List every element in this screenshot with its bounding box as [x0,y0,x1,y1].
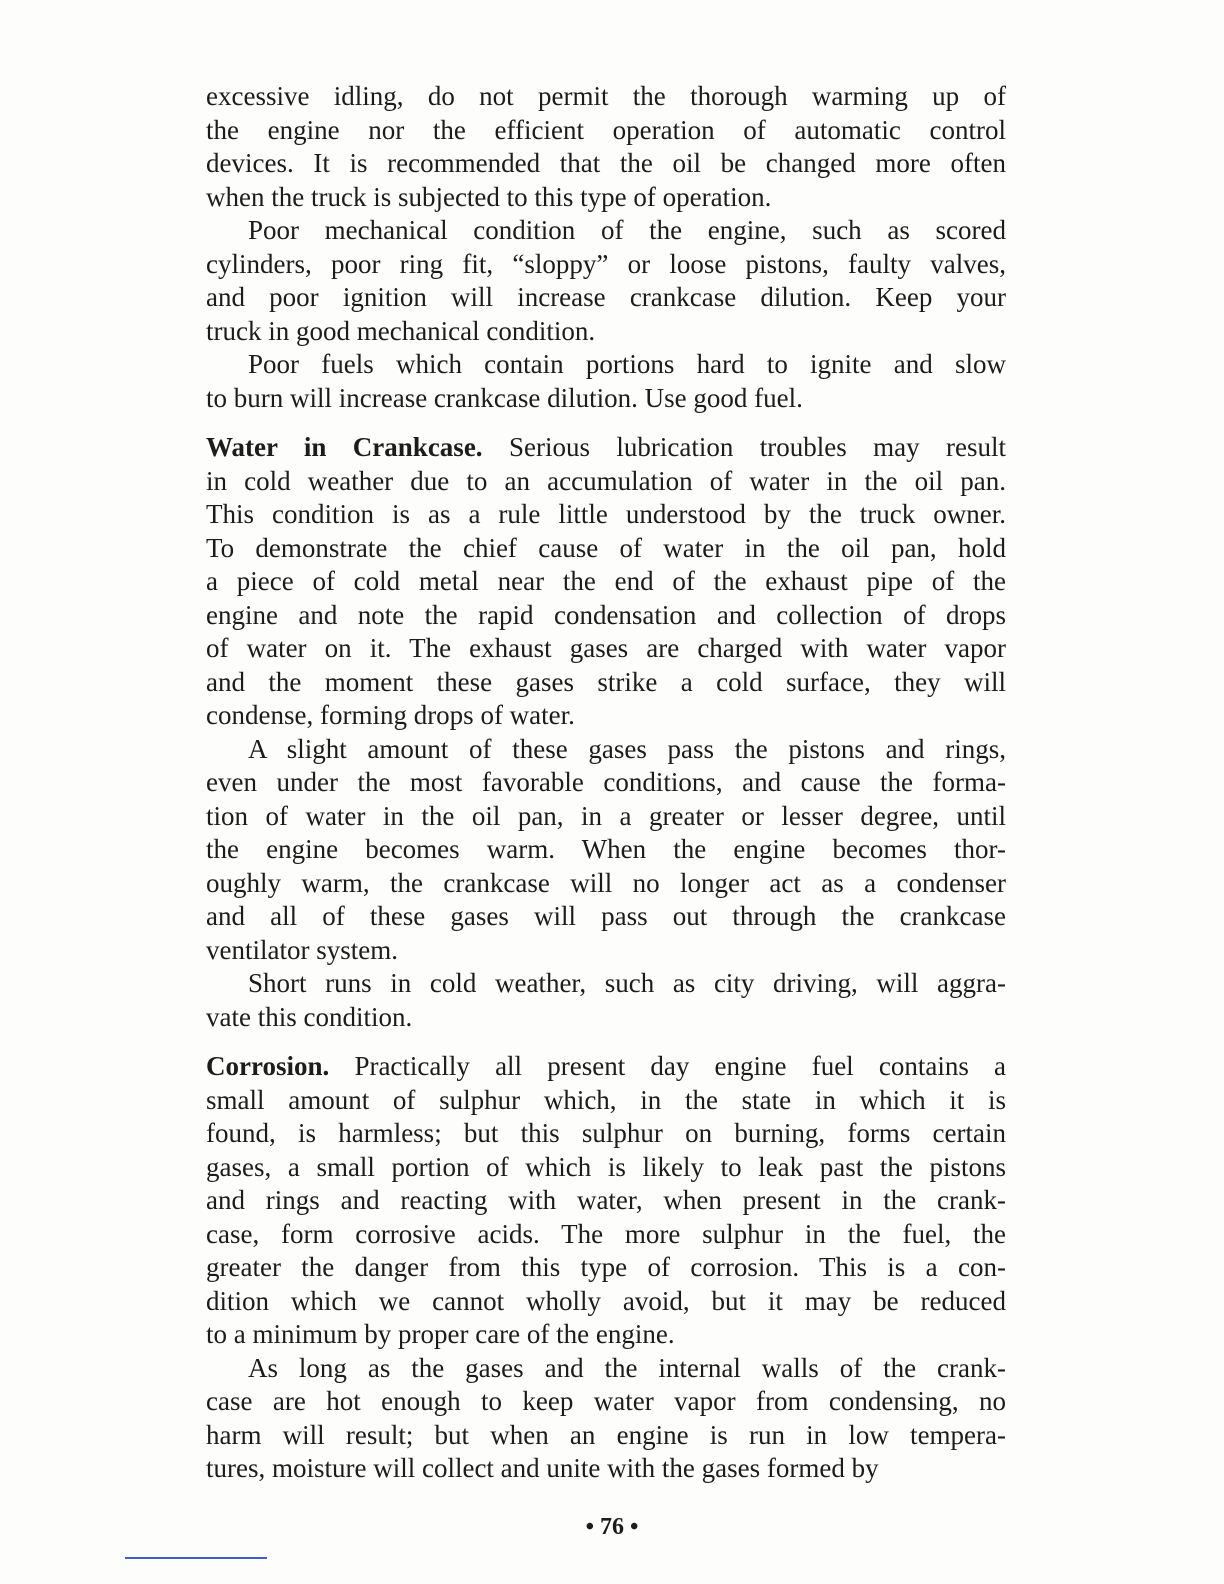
paragraph [206,733,1006,968]
section-heading: Corrosion. [206,1051,330,1081]
text-line [206,1151,1006,1185]
line-text: to burn will increase crankcase dilution. Use good fuel. [206,382,803,413]
text-line [206,181,1006,215]
line-text: This condition is as a rule little understood by the truck owner. [206,499,1006,529]
text-line [206,1084,1006,1118]
text-line [206,967,1006,1001]
line-text: a piece of cold metal near the end of the exhaust pipe of the [206,566,1006,596]
line-text: the engine nor the efficient operation of automatic control [206,114,1006,145]
line-text: To demonstrate the chief cause of water in the oil pan, hold [206,532,1006,563]
paragraph [206,1050,1006,1352]
text-line [206,532,1006,566]
text-line [206,733,1006,767]
paragraph [206,348,1006,415]
text-line [206,1218,1006,1252]
text-line [206,1318,1006,1352]
paragraph [206,214,1006,348]
line-text: to a minimum by proper care of the engine. [206,1319,675,1349]
line-text: the engine becomes warm. When the engine becomes thor- [206,834,1006,864]
line-text: Poor mechanical condition of the engine, such as scored [248,215,1006,245]
line-text: case are hot enough to keep water vapor from condensing, no [206,1386,1006,1416]
text-line [206,114,1006,148]
line-text: Practically all present day engine fuel contains a [329,1051,1006,1081]
text-line [206,666,1006,700]
text-line [206,1285,1006,1319]
line-text: vate this condition. [206,1001,413,1032]
text-line [206,382,1006,416]
line-text: As long as the gases and the internal walls of the crank- [248,1352,1006,1383]
text-line [206,348,1006,382]
text-line [206,147,1006,181]
text-line [206,281,1006,315]
line-text: greater the danger from this type of corrosion. This is a con- [206,1252,1006,1282]
text-line [206,934,1006,968]
line-text: tion of water in the oil pan, in a greater or lesser degree, until [206,800,1006,831]
line-text: Short runs in cold weather, such as city driving, will aggra- [248,968,1006,998]
line-text: gases, a small portion of which is likely to leak past the pistons [206,1151,1006,1182]
text-line [206,1001,1006,1035]
text-line [206,632,1006,666]
page-number: • 76 • [585,1514,639,1540]
text-line [206,900,1006,934]
text-line [206,248,1006,282]
paragraph [206,967,1006,1034]
line-text: Poor fuels which contain portions hard to ignite and slow [248,349,1006,379]
line-text: in cold weather due to an accumulation of water in the oil pan. [206,465,1006,496]
paragraph [206,1352,1006,1486]
line-text: Serious lubrication troubles may result [482,432,1006,462]
line-text: excessive idling, do not permit the thorough warming up of [206,81,1006,111]
text-line [206,1385,1006,1419]
line-text: engine and note the rapid condensation and collection of drops [206,599,1006,630]
line-text: tures, moisture will collect and unite with the gases formed by [206,1453,879,1483]
text-line [206,465,1006,499]
text-line [206,867,1006,901]
line-text: truck in good mechanical condition. [206,315,596,346]
text-line [206,565,1006,599]
text-line [206,1117,1006,1151]
text-column [206,80,1006,1486]
line-text: found, is harmless; but this sulphur on burning, forms certain [206,1118,1006,1148]
line-text: cylinders, poor ring fit, “sloppy” or loose pistons, faulty valves, [206,248,1006,279]
line-text: condense, forming drops of water. [206,700,575,730]
line-text: ventilator system. [206,934,398,965]
text-line [206,699,1006,733]
footer-rule [125,1557,267,1559]
line-text: and the moment these gases strike a cold surface, they will [206,666,1006,697]
line-text: of water on it. The exhaust gases are charged with water vapor [206,633,1006,663]
section-heading: Water in Crankcase. [206,432,483,462]
line-text: A slight amount of these gases pass the pistons and rings, [248,733,1006,764]
text-line [206,315,1006,349]
line-text: and rings and reacting with water, when present in the crank- [206,1185,1006,1215]
paragraph [206,80,1006,214]
text-line [206,599,1006,633]
text-line [206,1419,1006,1453]
line-text: even under the most favorable conditions, and cause the forma- [206,767,1006,797]
line-text: devices. It is recommended that the oil be changed more often [206,148,1006,178]
line-text: small amount of sulphur which, in the state in which it is [206,1084,1006,1115]
line-text: case, form corrosive acids. The more sulphur in the fuel, the [206,1218,1006,1249]
line-text: dition which we cannot wholly avoid, but it may be reduced [206,1285,1006,1316]
text-line [206,80,1006,114]
text-line [206,800,1006,834]
text-line [206,1352,1006,1386]
text-line [206,1452,1006,1486]
line-text: and all of these gases will pass out through the crankcase [206,901,1006,931]
line-text: and poor ignition will increase crankcase dilution. Keep your [206,282,1006,312]
text-line [206,833,1006,867]
text-line [206,1050,1006,1084]
line-text: oughly warm, the crankcase will no longer act as a condenser [206,867,1006,898]
line-text: when the truck is subjected to this type of operation. [206,181,772,212]
paragraph [206,431,1006,733]
line-text: harm will result; but when an engine is run in low tempera- [206,1419,1006,1450]
text-line [206,766,1006,800]
text-line [206,1251,1006,1285]
text-line [206,214,1006,248]
text-line [206,431,1006,465]
text-line [206,1184,1006,1218]
text-line [206,498,1006,532]
